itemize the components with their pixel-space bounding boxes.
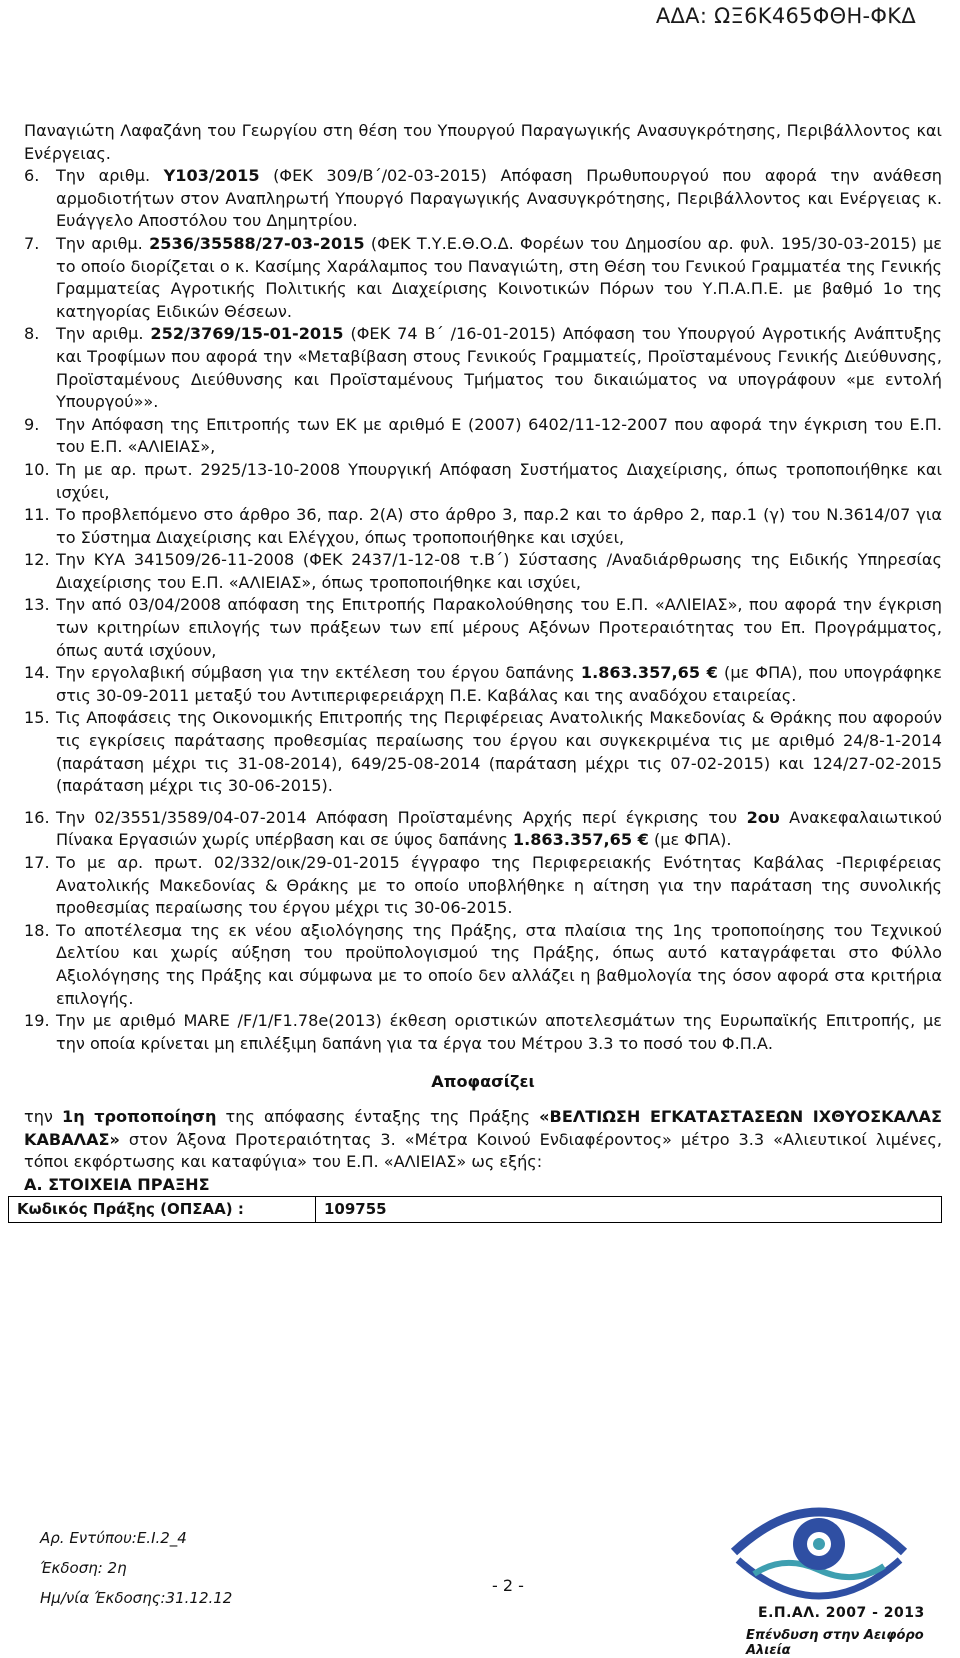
project-code-label: Κωδικός Πράξης (ΟΠΣΑΑ) : — [9, 1197, 316, 1223]
item-number: 18. — [24, 920, 50, 940]
project-code-table — [8, 1196, 942, 1223]
decision-text: στον Άξονα Προτεραιότητας 3. «Μέτρα Κοινού Ενδιαφέροντος» μέτρο 3.3 «Αλιευτικοί λιμένες, τόποι εκφόρτωσης και καταφύγια» του Ε.Π. «ΑΛΙΕΙΑΣ» ως εξής: — [24, 1129, 942, 1172]
item-text-rest: (ΦΕΚ 309/Β΄/02-03-2015) Απόφαση Πρωθυπουργού που αφορά την ανάθεση αρμοδιοτήτων στον Αναπληρωτή Υπουργό Παραγωγικής Ανασυγκρότησης, Περιβάλλοντος και Ενέργειας κ. Ευάγγελο Αποστόλου του Δημητρίου. — [56, 166, 942, 231]
item-bold: 2536/35588/27-03-2015 — [149, 233, 365, 253]
project-code-value: 109755 — [316, 1197, 942, 1223]
item-number: 8. — [24, 324, 40, 344]
decision-bold: 1η τροποποίηση — [62, 1106, 217, 1126]
item-bold: Υ103/2015 — [163, 166, 260, 186]
item-text-rest: (ΦΕΚ 74 Β΄ /16-01-2015) Απόφαση του Υπουργού Αγροτικής Ανάπτυξης και Τροφίμων που αφορά την «Μεταβίβαση στους Γενικούς Γραμματείς, Προϊσταμένους Γενικής Διεύθυνσης, Προϊσταμένους Διεύθυνσης και Προϊσταμένους Τμήματος του δικαιώματος να υπογράφουν «με εντολή Υπουργού»». — [56, 324, 942, 412]
list-item — [24, 233, 942, 323]
table-row — [9, 1197, 942, 1223]
section-a-heading: Α. ΣΤΟΙΧΕΙΑ ΠΡΑΞΗΣ — [24, 1174, 210, 1194]
item-number: 16. — [24, 807, 50, 827]
decision-paragraph — [24, 1106, 942, 1174]
list-item — [24, 414, 942, 459]
item-text-rest: (ΦΕΚ Τ.Υ.Ε.Θ.Ο.Δ. Φορέων του Δημοσίου αρ. φυλ. 195/30-03-2015) με το οποίο διορίζεται ο κ. Κασίμης Χαράλαμπος του Παναγιώτη, στη Θέση του Γενικού Γραμματέα της Γενικής Γραμματείας Αγροτικής Πολιτικής και Διαχείρισης Κοινοτικών Πόρων του Υ.Π.Α.Π.Ε. με βαθμό 1ο της κατηγορίας Ειδικών Θέσεων. — [56, 233, 942, 321]
item-text: Το αποτέλεσμα της εκ νέου αξιολόγησης της Πράξης, στα πλαίσια της 1ης τροποποίησης του Τεχνικού Δελτίου και χωρίς αύξηση του προϋπολογισμού της Πράξης, όπως αυτό καταγράφεται στο Φύλλο Αξιολόγησης της Πράξης και σύμφωνα με το οποίο δεν αλλάζει η βαθμολογία της όσον αφορά στα κριτήρια επιλογής. — [56, 920, 942, 1008]
item-text-rest: Ανακεφαλαιωτικού Πίνακα Εργασιών χωρίς υπέρβαση και σε ύψος δαπάνης — [56, 807, 942, 850]
list-item — [24, 549, 942, 594]
item-text: Την εργολαβική σύμβαση για την εκτέλεση του έργου δαπάνης — [56, 663, 581, 683]
item-number: 10. — [24, 459, 50, 479]
item-text: Το προβλεπόμενο στο άρθρο 36, παρ. 2(Α) στο άρθρο 3, παρ.2 και το άρθρο 2, παρ.1 (γ) του Ν.3614/07 για το Σύστημα Διαχείρισης και Ελέγχου, όπως τροποποιήθηκε και ισχύει, — [56, 505, 942, 547]
item-bold: 2ου — [746, 807, 780, 827]
list-item — [24, 662, 942, 707]
item-number: 7. — [24, 233, 40, 253]
logo-line-2: Επένδυση στην Αειφόρο Αλιεία — [746, 1628, 924, 1658]
item-bold-2: 1.863.357,65 € — [512, 830, 649, 850]
item-number: 11. — [24, 505, 50, 525]
intro-paragraph: Παναγιώτη Λαφαζάνη του Γεωργίου στη θέση του Υπουργού Παραγωγικής Ανασυγκρότησης, Περιβάλλοντος και Ενέργειας. — [24, 121, 942, 163]
item-text: Τη με αρ. πρωτ. 2925/13-10-2008 Υπουργική Απόφαση Συστήματος Διαχείρισης, όπως τροποποιήθηκε και ισχύει, — [56, 459, 942, 502]
item-text: Την αριθμ. — [56, 324, 151, 344]
item-text: Την Απόφαση της Επιτροπής των ΕΚ με αριθμό Ε (2007) 6402/11-12-2007 που αφορά την έγκριση του Ε.Π. του Ε.Π. «ΑΛΙΕΙΑΣ», — [56, 414, 942, 457]
item-text: Την 02/3551/3589/04-07-2014 Απόφαση Προϊσταμένης Αρχής περί έγκρισης του — [56, 807, 747, 827]
decision-text: της απόφασης ένταξης της Πράξης — [216, 1106, 540, 1126]
list-item — [24, 707, 942, 797]
list-item — [24, 1010, 942, 1055]
list-item — [24, 323, 942, 413]
item-number: 12. — [24, 550, 50, 570]
list-item — [24, 504, 942, 549]
footer-info — [40, 1523, 232, 1613]
ada-header: ΑΔΑ: ΩΞ6Κ465ΦΘΗ-ΦΚΔ — [655, 4, 916, 28]
item-text: Την αριθμ. — [56, 233, 150, 253]
item-text: Το με αρ. πρωτ. 02/332/οικ/29-01-2015 έγγραφο της Περιφερειακής Ενότητας Καβάλας -Περιφέρειας Ανατολικής Μακεδονίας & Θράκης με το οποίο υποβλήθηκε η αίτηση για την παράταση της συνολικής προθεσμίας περαίωσης του έργου μέχρι τις 30-06-2015. — [56, 853, 942, 918]
item-text-rest-2: (με ΦΠΑ). — [648, 830, 732, 850]
item-number: 15. — [24, 708, 50, 728]
entry-number: Αρ. Εντύπου:Ε.Ι.2_4 — [40, 1529, 187, 1547]
project-title: «ΒΕΛΤΙΩΣΗ ΕΓΚΑΤΑΣΤΑΣΕΩΝ ΙΧΘΥΟΣΚΑΛΑΣ ΚΑΒΑΛΑΣ» — [24, 1106, 942, 1149]
item-number: 14. — [24, 663, 50, 683]
page-number: - 2 - — [492, 1576, 524, 1595]
list-item — [24, 852, 942, 920]
list-item — [24, 807, 942, 852]
item-text: Την από 03/04/2008 απόφαση της Επιτροπής Παρακολούθησης του Ε.Π. «ΑΛΙΕΙΑΣ», που αφορά την έγκριση των κριτηρίων επιλογής των πράξεων των επί μέρους Αξόνων Προτεραιότητας του Επ. Προγράμματος, όπως αυτά ισχύουν, — [56, 595, 942, 660]
logo-pupil-core — [813, 1538, 825, 1550]
item-text: Τις Αποφάσεις της Οικονομικής Επιτροπής της Περιφέρειας Ανατολικής Μακεδονίας & Θράκης που αφορούν τις εγκρίσεις παράτασης προθεσμίας περαίωσης του έργου και συγκεκριμένα τις με αριθμό 24/8-1-2014 (παράταση μέχρι τις 31-08-2014), 649/25-08-2014 (παράταση μέχρι τις 07-02-2015) και 124/27-02-2015 (παράταση μέχρι τις 30-06-2015). — [56, 708, 942, 796]
list-item — [24, 594, 942, 662]
item-text: Την αριθμ. — [56, 166, 164, 186]
item-text-rest: (με ΦΠΑ), που υπογράφηκε στις 30-09-2011 μεταξύ του Αντιπεριφερειάρχη Π.Ε. Καβάλας και της αναδόχου εταιρείας. — [56, 663, 942, 705]
item-bold: 252/3769/15-01-2015 — [150, 324, 344, 344]
logo-line-1: Ε.Π.ΑΛ. 2007 - 2013 — [758, 1605, 925, 1621]
document-body — [17, 120, 942, 1223]
list-item — [24, 165, 942, 233]
item-text: Την ΚΥΑ 341509/26-11-2008 (ΦΕΚ 2437/1-12-08 τ.Β΄) Σύστασης /Αναδιάρθρωσης της Ειδικής Υπηρεσίας Διαχείρισης του Ε.Π. «ΑΛΙΕΙΑΣ», όπως τροποποιήθηκε και ισχύει, — [56, 550, 942, 592]
item-bold: 1.863.357,65 € — [580, 663, 718, 683]
item-text: Την με αριθμό MARE /F/1/F1.78e(2013) έκθεση οριστικών αποτελεσμάτων της Ευρωπαϊκής Επιτροπής, με την οποία κρίνεται μη επιλέξιμη δαπάνη για τα έργα του Μέτρου 3.3 το ποσό του Φ.Π.Α. — [56, 1011, 942, 1053]
list-item — [24, 459, 942, 504]
edition: Έκδοση: 2η — [40, 1559, 127, 1577]
item-number: 6. — [24, 166, 40, 186]
item-number: 19. — [24, 1011, 50, 1031]
item-number: 13. — [24, 595, 50, 615]
item-number: 17. — [24, 853, 50, 872]
edition-date: Ημ/νία Έκδοσης:31.12.12 — [40, 1589, 233, 1607]
list-item — [24, 920, 942, 1010]
decision-title: Αποφασίζει — [431, 1072, 535, 1092]
decision-text: την — [24, 1106, 62, 1126]
item-number: 9. — [24, 414, 40, 434]
